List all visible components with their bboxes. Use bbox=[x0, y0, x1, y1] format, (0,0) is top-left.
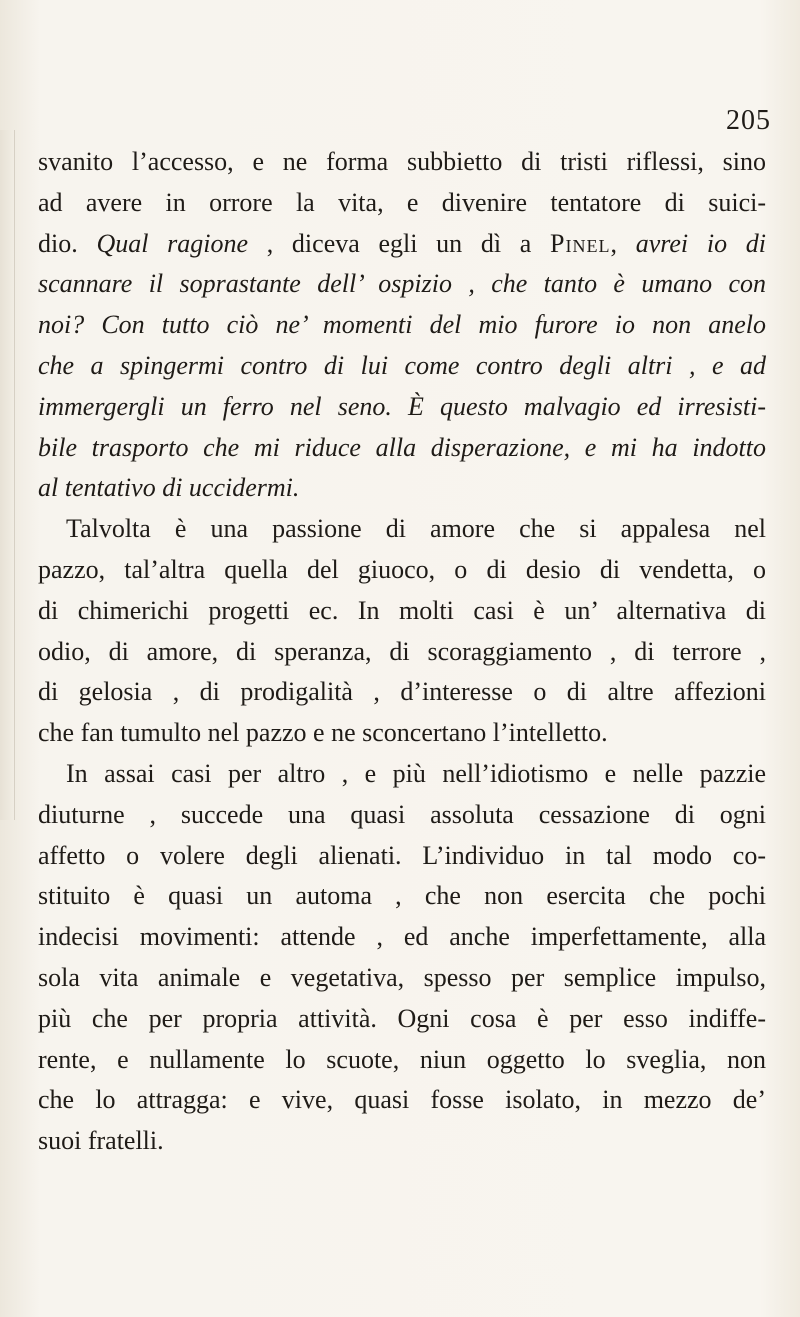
text-segment: svanito l’accesso, e ne forma subbietto di tristi riflessi, sino bbox=[38, 147, 766, 176]
text-line bbox=[38, 509, 766, 550]
text-segment: dio. bbox=[38, 228, 97, 258]
text-segment: , bbox=[610, 228, 636, 258]
text-line bbox=[38, 632, 766, 673]
text-line bbox=[38, 917, 766, 958]
text-line bbox=[38, 264, 766, 305]
text-segment: rente, e nullamente lo scuote, niun oggetto lo sveglia, non bbox=[38, 1044, 766, 1074]
text-line bbox=[38, 346, 766, 387]
text-segment: Qual ragione bbox=[96, 228, 249, 258]
text-segment: sola vita animale e vegetativa, spesso per semplice impulso, bbox=[38, 962, 766, 992]
text-line bbox=[38, 550, 766, 591]
text-line bbox=[38, 1121, 766, 1162]
text-line bbox=[38, 836, 766, 877]
text-segment: Talvolta è una passione di amore che si appalesa nel bbox=[66, 514, 766, 544]
text-line bbox=[38, 142, 766, 183]
text-segment: più che per propria attività. Ogni cosa è per esso indiffe- bbox=[38, 1003, 766, 1033]
text-line bbox=[38, 428, 766, 469]
text-segment: di chimerichi progetti ec. In molti casi è un’ alternativa di bbox=[38, 595, 766, 625]
page-number: 205 bbox=[726, 105, 771, 136]
text-segment: di gelosia , di prodigalità , d’interesse o di altre affezioni bbox=[38, 677, 766, 707]
text-segment: indecisi movimenti: attende , ed anche imperfettamente, alla bbox=[38, 922, 766, 952]
text-segment: stituito è quasi un automa , che non esercita che pochi bbox=[38, 881, 766, 911]
text-segment: che fan tumulto nel pazzo e ne sconcertano l’intelletto. bbox=[38, 718, 608, 748]
text-segment: Pinel bbox=[550, 228, 611, 258]
text-line bbox=[38, 1080, 766, 1121]
text-segment: pazzo, tal’altra quella del giuoco, o di desio di vendetta, o bbox=[38, 554, 766, 584]
text-segment: al tentativo di uccidermi. bbox=[38, 473, 300, 503]
text-line bbox=[38, 876, 766, 917]
text-line bbox=[38, 713, 766, 754]
text-line bbox=[38, 224, 766, 265]
text-line bbox=[38, 1040, 766, 1081]
text-line bbox=[38, 672, 766, 713]
text-segment: che lo attragga: e vive, quasi fosse isolato, in mezzo de’ bbox=[38, 1085, 766, 1115]
text-segment: affetto o volere degli alienati. L’individuo in tal modo co- bbox=[38, 840, 766, 870]
text-segment: scannare il soprastante dell’ ospizio , che tanto è umano con bbox=[38, 269, 766, 299]
text-segment: , diceva egli un dì a bbox=[248, 228, 551, 258]
text-segment: bile trasporto che mi riduce alla disperazione, e mi ha indotto bbox=[38, 432, 766, 462]
text-line bbox=[38, 387, 766, 428]
text-line bbox=[38, 183, 766, 224]
text-line bbox=[38, 958, 766, 999]
text-line bbox=[38, 468, 766, 509]
text-segment: suoi fratelli. bbox=[38, 1126, 164, 1156]
text-line bbox=[38, 795, 766, 836]
text-segment: immergergli un ferro nel seno. È questo malvagio ed irresisti- bbox=[38, 391, 766, 421]
text-segment: noi? Con tutto ciò ne’ momenti del mio furore io non anelo bbox=[38, 310, 766, 340]
page-gutter-shadow bbox=[0, 130, 15, 820]
text-segment: In assai casi per altro , e più nell’idiotismo e nelle pazzie bbox=[66, 758, 766, 788]
text-line bbox=[38, 591, 766, 632]
text-segment: diuturne , succede una quasi assoluta cessazione di ogni bbox=[38, 799, 766, 829]
text-line bbox=[38, 754, 766, 795]
text-line bbox=[38, 999, 766, 1040]
body-text bbox=[38, 142, 766, 1162]
text-line bbox=[38, 305, 766, 346]
text-segment: ad avere in orrore la vita, e divenire tentatore di suici- bbox=[38, 187, 766, 217]
text-segment: odio, di amore, di speranza, di scoraggiamento , di terrore , bbox=[38, 636, 766, 666]
text-segment: avrei io di bbox=[635, 228, 766, 258]
text-segment: che a spingermi contro di lui come contro degli altri , e ad bbox=[38, 350, 766, 380]
